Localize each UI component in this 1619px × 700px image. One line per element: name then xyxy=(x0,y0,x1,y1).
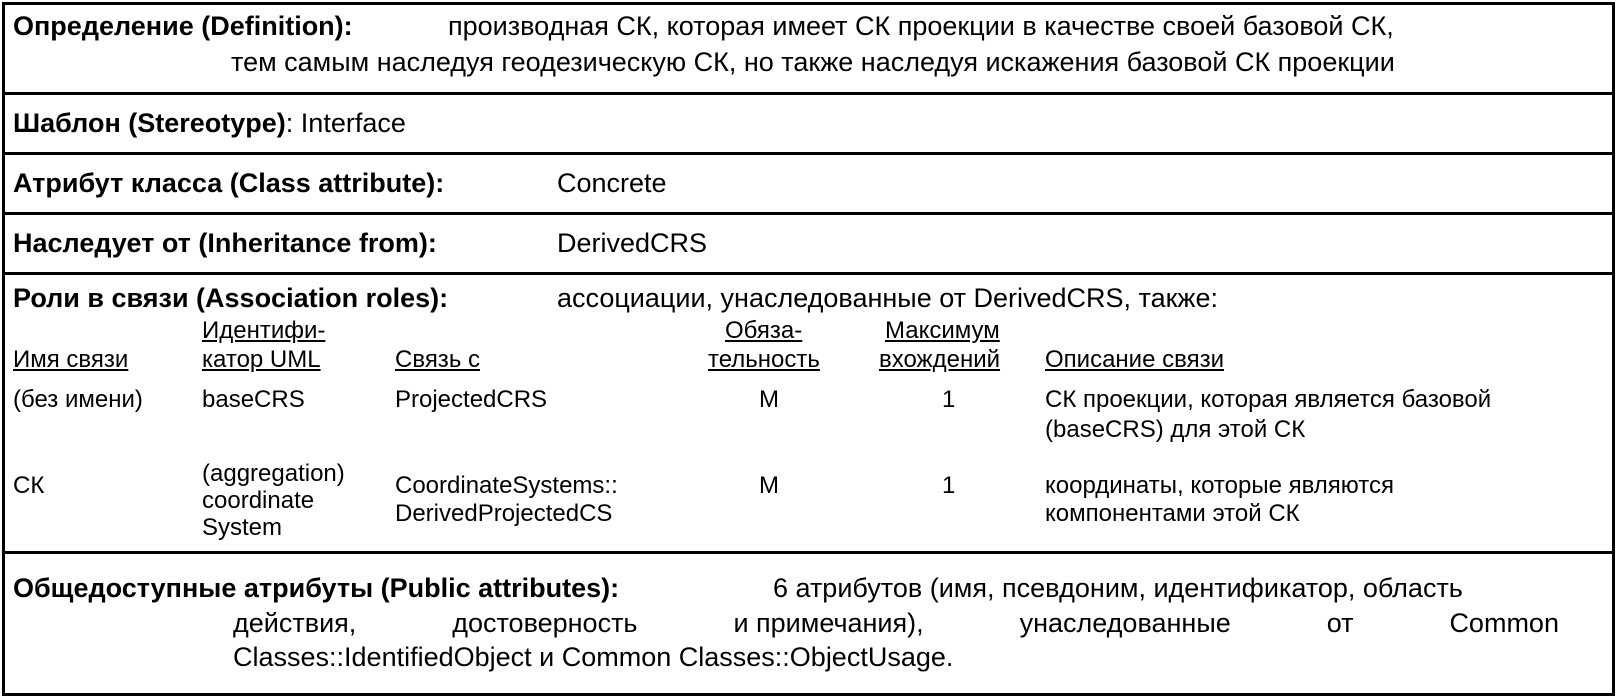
inheritance-label: Наследует от (Inheritance from): xyxy=(13,228,437,258)
public-attributes-row xyxy=(5,554,1612,693)
class-attribute-row xyxy=(5,155,1612,215)
stereotype-label: Шаблон (Stereotype) xyxy=(13,108,286,138)
row-2-max: 1 xyxy=(942,472,956,499)
class-description-table xyxy=(2,2,1615,696)
header-uml-line-1: Идентифи- xyxy=(202,317,326,344)
inheritance-row xyxy=(5,215,1612,275)
row-2-obligation: M xyxy=(759,472,779,499)
class-attribute-label: Атрибут класса (Class attribute): xyxy=(13,168,445,198)
row-2-target-line-2: DerivedProjectedCS xyxy=(395,500,613,527)
header-max-line-1: Максимум xyxy=(885,317,1000,344)
header-description: Описание связи xyxy=(1045,346,1224,373)
row-1-obligation: M xyxy=(759,386,779,413)
header-max-line-2: вхождений xyxy=(879,346,1001,373)
association-label: Роли в связи (Association roles): xyxy=(13,283,449,313)
line-2-word-3: и примечания), xyxy=(733,608,924,638)
stereotype-field xyxy=(13,106,406,140)
row-1-description-line-2: (baseCRS) для этой СК xyxy=(1045,416,1306,443)
definition-row xyxy=(5,5,1612,95)
line-2-word-1: действия, xyxy=(233,608,357,638)
header-uml-line-2: катор UML xyxy=(202,346,321,373)
public-attributes-line-3: Classes::IdentifiedObject и Common Classes::ObjectUsage. xyxy=(233,642,954,672)
definition-text-line-2: тем самым наследуя геодезическую СК, но также наследуя искажения базовой СК проекции xyxy=(231,47,1395,77)
row-2-name: СК xyxy=(13,472,45,499)
header-target: Связь с xyxy=(395,346,480,373)
definition-label: Определение (Definition): xyxy=(13,11,353,41)
public-attributes-line-2 xyxy=(233,606,1559,640)
line-2-word-6: Common xyxy=(1449,608,1559,638)
row-1-name: (без имени) xyxy=(13,386,143,413)
association-roles-row xyxy=(5,275,1612,554)
row-2-target-line-1: CoordinateSystems:: xyxy=(395,472,618,499)
row-1-target: ProjectedCRS xyxy=(395,386,548,413)
association-value: ассоциации, унаследованные от DerivedCRS, также: xyxy=(557,283,1219,313)
row-2-description-line-1: координаты, которые являются xyxy=(1045,472,1394,499)
inheritance-value: DerivedCRS xyxy=(557,228,708,258)
header-obligation-line-2: тельность xyxy=(708,346,820,373)
row-2-uml-line-2: coordinate xyxy=(202,487,315,514)
class-attribute-value: Concrete xyxy=(557,168,667,198)
stereotype-row xyxy=(5,95,1612,155)
definition-text-line-1: производная СК, которая имеет СК проекции в качестве своей базовой СК, xyxy=(448,11,1394,41)
row-1-max: 1 xyxy=(942,386,956,413)
row-2-description-line-2: компонентами этой СК xyxy=(1045,500,1300,527)
line-2-word-2: достоверность xyxy=(452,608,638,638)
row-2-uml-line-3: System xyxy=(202,514,283,541)
header-name: Имя связи xyxy=(13,346,129,373)
public-attributes-label: Общедоступные атрибуты (Public attributes): xyxy=(13,573,620,603)
row-1-uml: baseCRS xyxy=(202,386,305,413)
header-obligation-line-1: Обяза- xyxy=(725,317,803,344)
stereotype-value: : Interface xyxy=(285,108,406,138)
row-2-uml-line-1: (aggregation) xyxy=(202,460,345,487)
line-2-word-4: унаследованные xyxy=(1019,608,1231,638)
row-1-description-line-1: СК проекции, которая является базовой xyxy=(1045,386,1492,413)
public-attributes-line-1: 6 атрибутов (имя, псевдоним, идентификатор, область xyxy=(773,573,1463,603)
line-2-word-5: от xyxy=(1326,608,1354,638)
